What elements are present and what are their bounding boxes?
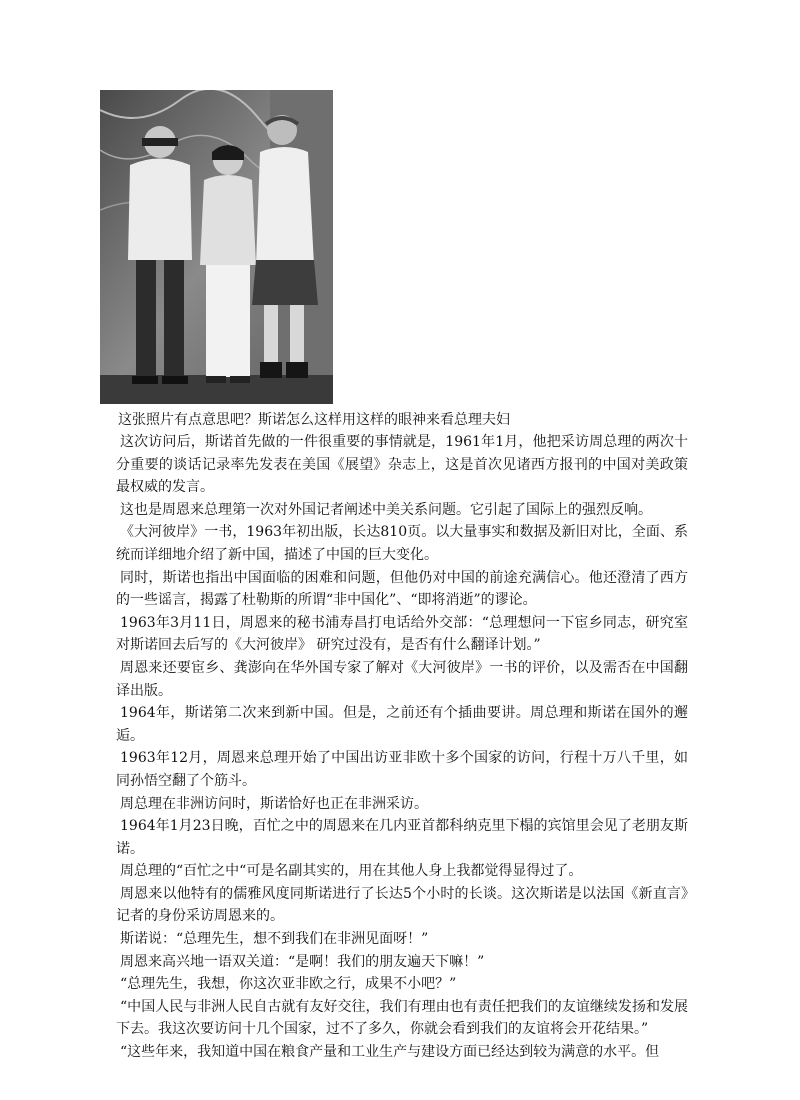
paragraph: 同时，斯诺也指出中国面临的困难和问题，但他仍对中国的前途充满信心。他还澄清了西方的一些谣言，揭露了杜勒斯的所谓“非中国化”、“即将消逝”的谬论。	[116, 569, 688, 609]
paragraph: 这也是周恩来总理第一次对外国记者阐述中美关系问题。它引起了国际上的强烈反响。	[120, 501, 652, 518]
paragraph: 周总理在非洲访问时，斯诺恰好也正在非洲采访。	[120, 795, 428, 812]
paragraph: 1963年3月11日，周恩来的秘书浦寿昌打电话给外交部：“总理想问一下宦乡同志，研究室对斯诺回去后写的《大河彼岸》 研究过没有，是否有什么翻译计划。”	[116, 614, 688, 654]
paragraph: “中国人民与非洲人民自古就有友好交往，我们有理由也有责任把我们的友谊继续发扬和发展下去。我这次要访问十几个国家，过不了多久，你就会看到我们的友谊将会开花结果。”	[116, 998, 688, 1038]
paragraph: 1964年1月23日晚，百忙之中的周恩来在几内亚首都科纳克里下榻的宾馆里会见了老朋友斯诺。	[116, 818, 688, 857]
paragraph: 《大河彼岸》一书，1963年初出版，长达810页。以大量事实和数据及新旧对比，全面、系统而详细地介绍了新中国，描述了中国的巨大变化。	[116, 524, 688, 563]
paragraph: 1963年12月，周恩来总理开始了中国出访亚非欧十多个国家的访问，行程十万八千里，如同孙悟空翻了个筋斗。	[116, 750, 688, 789]
photo-caption: 这张照片有点意思吧？斯诺怎么这样用这样的眼神来看总理夫妇	[118, 412, 510, 428]
paragraph: 这次访问后，斯诺首先做的一件很重要的事情就是，1961年1月，他把采访周总理的两次十分重要的谈话记录率先发表在美国《展望》杂志上，这是首次见诸西方报刊的中国对美政策最权威的发言。	[116, 434, 688, 496]
person-middle	[200, 145, 256, 383]
paragraph: “总理先生，我想，你这次亚非欧之行，成果不小吧？”	[120, 976, 457, 993]
photo-illustration	[100, 90, 333, 404]
paragraph: “这些年来，我知道中国在粮食产量和工业生产与建设方面已经达到较为满意的水平。但	[120, 1044, 660, 1061]
historical-photo	[100, 90, 333, 404]
article-body	[116, 431, 688, 1064]
paragraph: 周恩来高兴地一语双关道：“是啊！我们的朋友遍天下嘛！”	[120, 953, 485, 970]
paragraph: 周总理的“百忙之中“可是名副其实的，用在其他人身上我都觉得显得过了。	[120, 863, 583, 880]
paragraph: 1964年，斯诺第二次来到新中国。但是，之前还有个插曲要讲。周总理和斯诺在国外的邂逅。	[116, 705, 688, 744]
paragraph: 周恩来还要宦乡、龚澎向在华外国专家了解对《大河彼岸》一书的评价，以及需否在中国翻译出版。	[116, 659, 688, 699]
paragraph: 周恩来以他特有的儒雅风度同斯诺进行了长达5个小时的长谈。这次斯诺是以法国《新直言》记者的身份采访周恩来的。	[116, 885, 688, 925]
paragraph: 斯诺说：“总理先生，想不到我们在非洲见面呀！”	[120, 931, 429, 948]
